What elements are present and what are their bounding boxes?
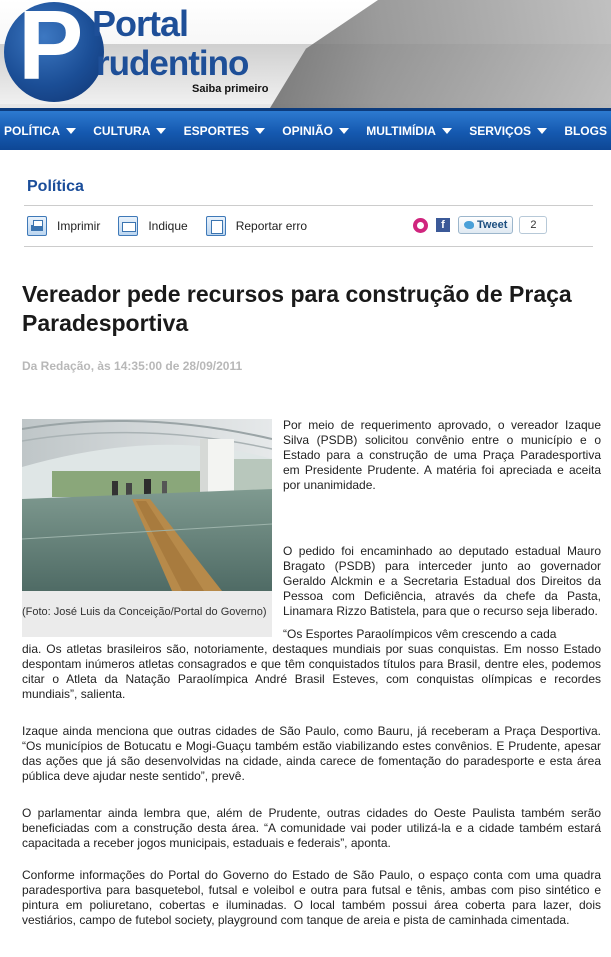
caret-down-icon bbox=[339, 128, 349, 134]
article-paragraph: O pedido foi encaminhado ao deputado estadual Mauro Bragato (PSDB) para interceder junto ao governador Geraldo Alckmin e a Secretaria Estadual dos Direitos da Pessoa com Deficiência, através da chefe da Pasta, Linamara Rizzo Batistela, para que o recurso seja liberado. bbox=[283, 544, 601, 618]
social-share bbox=[413, 216, 547, 234]
nav-label: POLÍTICA bbox=[4, 123, 60, 138]
nav-item-cultura[interactable] bbox=[89, 124, 170, 138]
photo-caption: (Foto: José Luis da Conceição/Portal do Governo) bbox=[22, 606, 267, 618]
covered-court-photo bbox=[22, 419, 272, 591]
nav-label: MULTIMÍDIA bbox=[366, 123, 436, 138]
logo-mark: P bbox=[18, 0, 80, 100]
facebook-icon[interactable]: f bbox=[436, 218, 450, 232]
header-swoosh bbox=[270, 0, 611, 108]
report-label: Reportar erro bbox=[235, 219, 308, 233]
orkut-icon[interactable] bbox=[413, 218, 428, 233]
twitter-bird-icon bbox=[464, 221, 474, 229]
article-paragraph: Por meio de requerimento aprovado, o vereador Izaque Silva (PSDB) solicitou convênio entre o município e o Estado para a construção de uma Praça Paradesportiva em Presidente Prudente. A matéria foi apreciada e aceita por unanimidade. bbox=[283, 418, 601, 492]
nav-label: SERVIÇOS bbox=[469, 123, 532, 138]
report-icon bbox=[206, 216, 226, 236]
indique-button[interactable] bbox=[118, 216, 187, 236]
caret-down-icon bbox=[255, 128, 265, 134]
section-title[interactable]: Política bbox=[27, 178, 84, 195]
nav-label: CULTURA bbox=[93, 123, 151, 138]
nav-item-opiniao[interactable] bbox=[278, 124, 353, 138]
article-paragraph: Conforme informações do Portal do Governo do Estado de São Paulo, o espaço conta com uma quadra paradesportiva para basquetebol, futsal e voleibol e outra para futsal e tênis, ambas com piso sintético e pintura em poliuretano, cobertas e iluminadas. O local também possui área coberta para lazer, dois vestiários, campo de futebol society, playground com tanque de areia e pista de caminhada cimentada. bbox=[22, 868, 601, 927]
report-error-button[interactable] bbox=[206, 216, 307, 236]
nav-item-esportes[interactable] bbox=[180, 124, 269, 138]
article-byline: Da Redação, às 14:35:00 de 28/09/2011 bbox=[22, 359, 243, 373]
caret-down-icon bbox=[442, 128, 452, 134]
caret-down-icon bbox=[156, 128, 166, 134]
indique-label: Indique bbox=[148, 219, 188, 233]
print-button[interactable] bbox=[27, 216, 100, 236]
article-paragraph: “Os Esportes Paraolímpicos vêm crescendo a cada bbox=[283, 627, 557, 641]
article-paragraph: O parlamentar ainda lembra que, além de Prudente, outras cidades do Oeste Paulista também serão beneficiadas com a construção desta área. “A comunidade vai poder utilizá-la e a cidade também estará capacitada a receber jogos municipais, estaduais e federais”, aponta. bbox=[22, 806, 601, 850]
divider bbox=[24, 205, 593, 206]
article-paragraph: Izaque ainda menciona que outras cidades de São Paulo, como Bauru, já receberam a Praça Desportiva. “Os municípios de Botucatu e Mogi-Guaçu também estão viabilizando estes convênios. E Prudente, apesar das ações que já são desenvolvidas na cidade, ainda carece de fomentação do paradesporte e esta área pública deve ajudar neste sentido”, prevê. bbox=[22, 724, 601, 783]
logo-line-1: Portal bbox=[92, 3, 189, 44]
nav-label: BLOGS bbox=[564, 123, 607, 138]
logo-line-2: rudentino bbox=[96, 44, 249, 83]
article-photo-box bbox=[22, 419, 272, 637]
divider bbox=[24, 246, 593, 247]
caret-down-icon bbox=[537, 128, 547, 134]
article-photo[interactable] bbox=[22, 419, 272, 591]
tweet-label: Tweet bbox=[477, 219, 508, 231]
tweet-count: 2 bbox=[519, 216, 547, 234]
main-nav bbox=[0, 108, 611, 150]
nav-label: OPINIÃO bbox=[282, 123, 333, 138]
tweet-button[interactable] bbox=[458, 216, 513, 234]
nav-item-blogs[interactable] bbox=[560, 124, 611, 138]
print-label: Imprimir bbox=[57, 219, 101, 233]
article-paragraph: dia. Os atletas brasileiros são, notoriamente, destaques mundiais por suas conquistas. Em nosso Estado despontam inúmeros atletas consagrados e que têm conquistados títulos para Brasil, dentre eles, podemos citar o Atleta da Natação Paraolímpica André Brasil Esteves, com conquistas olímpicas e recordes mundiais”, salienta. bbox=[22, 642, 601, 701]
logo-tagline: Saiba primeiro bbox=[192, 83, 269, 95]
nav-label: ESPORTES bbox=[183, 123, 249, 138]
site-header bbox=[0, 0, 611, 108]
print-icon bbox=[27, 216, 47, 236]
nav-item-politica[interactable] bbox=[0, 124, 80, 138]
caret-down-icon bbox=[66, 128, 76, 134]
nav-item-servicos[interactable] bbox=[465, 124, 551, 138]
mail-icon bbox=[118, 216, 138, 236]
nav-item-multimidia[interactable] bbox=[362, 124, 456, 138]
article-headline: Vereador pede recursos para construção de Praça Paradesportiva bbox=[22, 281, 572, 336]
